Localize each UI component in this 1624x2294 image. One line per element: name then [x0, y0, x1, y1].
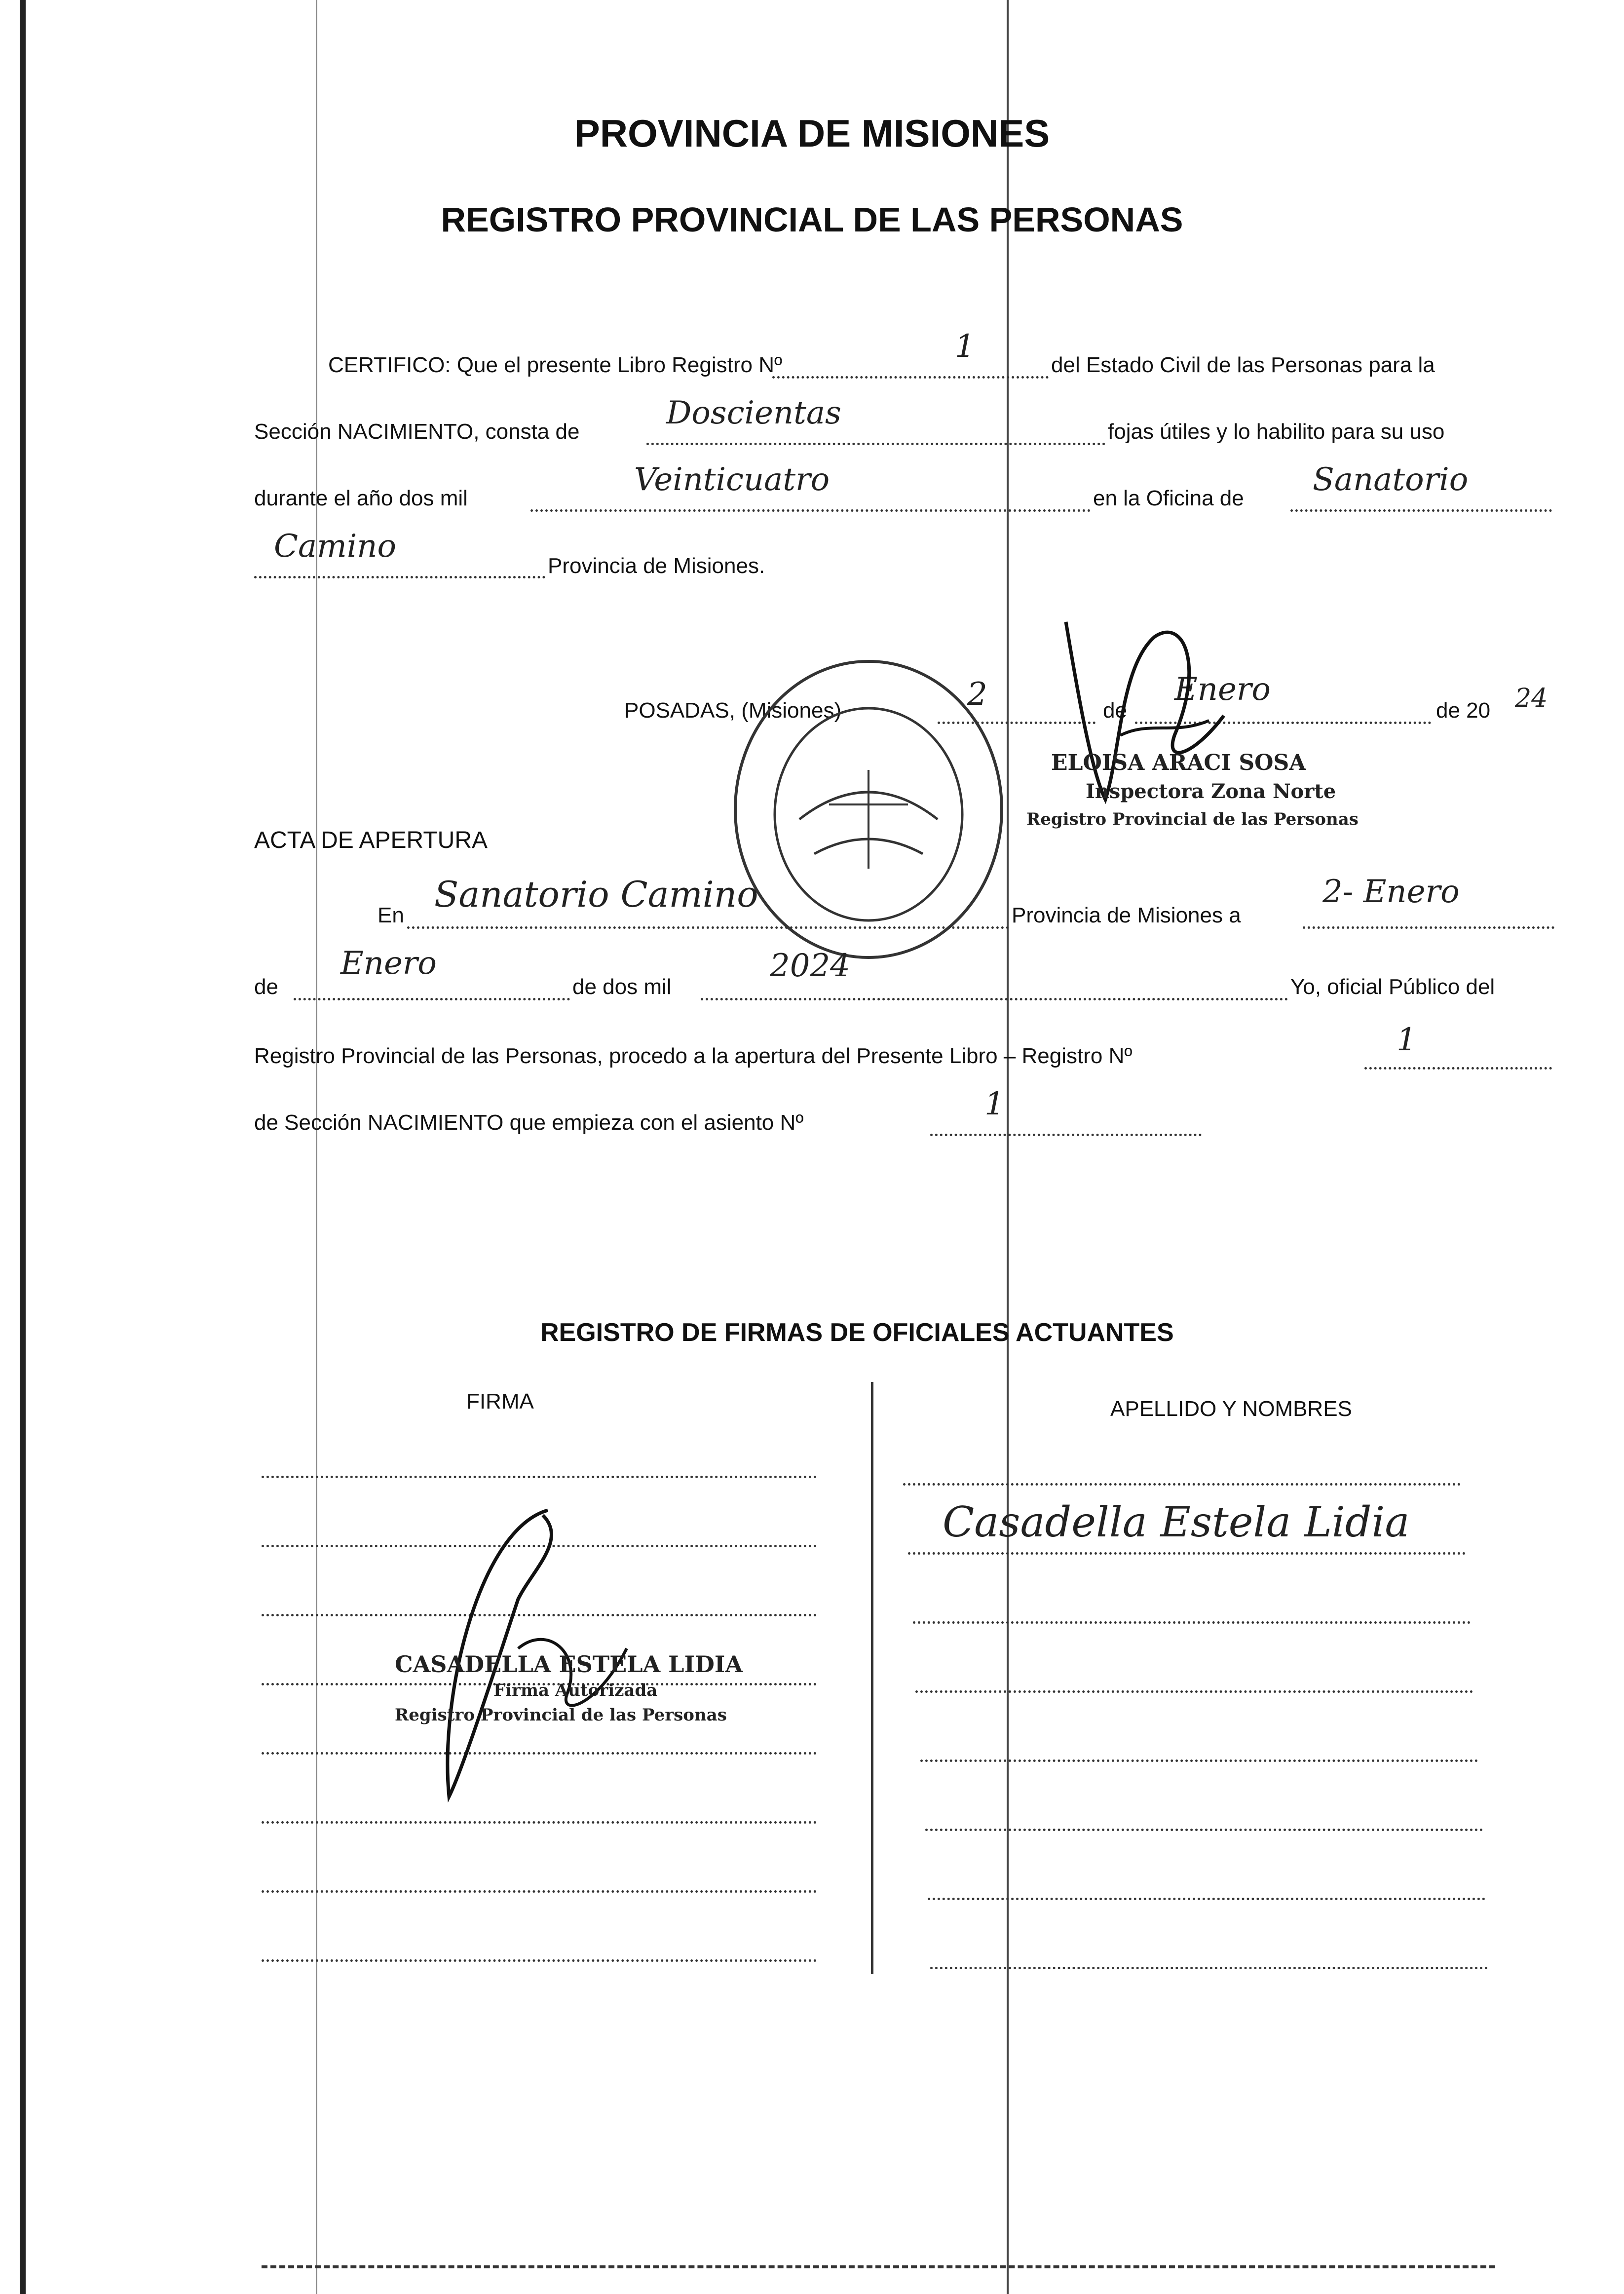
official-seal: [730, 656, 1007, 962]
signatures-heading: REGISTRO DE FIRMAS DE OFICIALES ACTUANTES: [540, 1318, 1174, 1347]
name-line: [903, 1483, 1461, 1486]
officer-stamp-title: Firma Autorizada: [493, 1681, 658, 1700]
dateline-year-suffix: 24: [1515, 684, 1548, 713]
firma-line: [262, 1890, 817, 1893]
cert-line4-dots: [254, 576, 545, 578]
acta-line3-prefix: Registro Provincial de las Personas, procedo a la apertura del Presente Libro – Registro Nº: [254, 1044, 1133, 1068]
cert-line2-prefix: Sección NACIMIENTO, consta de: [254, 420, 580, 444]
firma-line: [262, 1476, 817, 1478]
officer-stamp-office: Registro Provincial de las Personas: [395, 1705, 727, 1725]
cert-line1-dots: [772, 376, 1049, 379]
col-names-header: APELLIDO Y NOMBRES: [1110, 1397, 1352, 1421]
name-line: [928, 1898, 1485, 1900]
left-binding-edge: [20, 0, 26, 2294]
cert-line4-suffix: Provincia de Misiones.: [548, 554, 765, 578]
name-line: [925, 1829, 1483, 1831]
acta-line4-prefix: de Sección NACIMIENTO que empieza con el asiento Nº: [254, 1110, 804, 1135]
acta-place: Sanatorio Camino: [434, 874, 758, 915]
cert-line1-suffix: del Estado Civil de las Personas para la: [1051, 353, 1435, 377]
cert-year-words: Veinticuatro: [634, 461, 830, 498]
province-title: PROVINCIA DE MISIONES: [574, 112, 1050, 155]
cert-office-dots: [1290, 509, 1552, 512]
firma-line: [262, 1959, 817, 1962]
col-firma-header: FIRMA: [466, 1389, 534, 1414]
registry-title: REGISTRO PROVINCIAL DE LAS PERSONAS: [441, 200, 1183, 239]
acta-line2-middle: de dos mil: [572, 975, 672, 999]
cert-office-part2: Camino: [274, 528, 397, 565]
dateline-de: de: [1103, 698, 1127, 723]
inspector-stamp-title: Inspectora Zona Norte: [1086, 780, 1336, 803]
cert-line3-suffix: en la Oficina de: [1093, 486, 1244, 510]
name-line: [915, 1690, 1473, 1693]
dateline-year-prefix: de 20: [1436, 698, 1491, 723]
dateline-day: 2: [967, 676, 987, 713]
acta-place-dots: [407, 926, 1009, 929]
acta-entry-dots: [930, 1134, 1202, 1136]
cert-line2-suffix: fojas útiles y lo habilito para su uso: [1108, 420, 1445, 444]
acta-date-dots: [1303, 926, 1554, 929]
acta-year: 2024: [770, 948, 850, 984]
acta-date-day: 2- Enero: [1322, 874, 1460, 910]
acta-heading: ACTA DE APERTURA: [254, 827, 488, 853]
acta-line2-prefix: de: [254, 975, 278, 999]
cert-line1-prefix: CERTIFICO: Que el presente Libro Registro Nº: [328, 353, 783, 377]
officer-name-handwritten: Casadella Estela Lidia: [943, 1498, 1410, 1546]
acta-year-dots: [701, 998, 1288, 1000]
column-divider: [871, 1382, 873, 1974]
cert-line3-prefix: durante el año dos mil: [254, 486, 468, 510]
acta-line1-middle: Provincia de Misiones a: [1012, 903, 1241, 927]
acta-line1-prefix: En: [378, 903, 404, 927]
name-line: [920, 1759, 1478, 1762]
dateline-place: POSADAS, (Misiones): [624, 698, 842, 723]
inspector-stamp-name: ELOISA ARACI SOSA: [1051, 750, 1306, 775]
fold-line-left: [316, 0, 317, 2294]
officer-stamp-name: CASADELLA ESTELA LIDIA: [395, 1651, 743, 1678]
cert-line2-dots: [646, 443, 1105, 445]
fold-line-center: [1007, 0, 1009, 2294]
acta-book-dots: [1364, 1067, 1552, 1070]
seal-icon: [730, 656, 1007, 962]
acta-entry-number: 1: [984, 1086, 1005, 1122]
cert-pages: Doscientas: [666, 395, 841, 431]
name-line: [930, 1967, 1488, 1969]
cert-line3-dots: [530, 509, 1091, 512]
dateline-month: Enero: [1174, 671, 1271, 708]
name-line: [913, 1621, 1471, 1624]
cert-book-number: 1: [955, 328, 975, 365]
firma-line: [262, 1821, 817, 1824]
name-line: [908, 1552, 1466, 1555]
inspector-stamp-office: Registro Provincial de las Personas: [1026, 809, 1359, 829]
acta-book-number: 1: [1397, 1022, 1417, 1058]
acta-month-dots: [294, 998, 570, 1000]
acta-month: Enero: [340, 945, 437, 982]
cert-office-part1: Sanatorio: [1313, 461, 1469, 498]
acta-line2-suffix: Yo, oficial Público del: [1290, 975, 1495, 999]
bottom-edge-line: [262, 2265, 1495, 2268]
